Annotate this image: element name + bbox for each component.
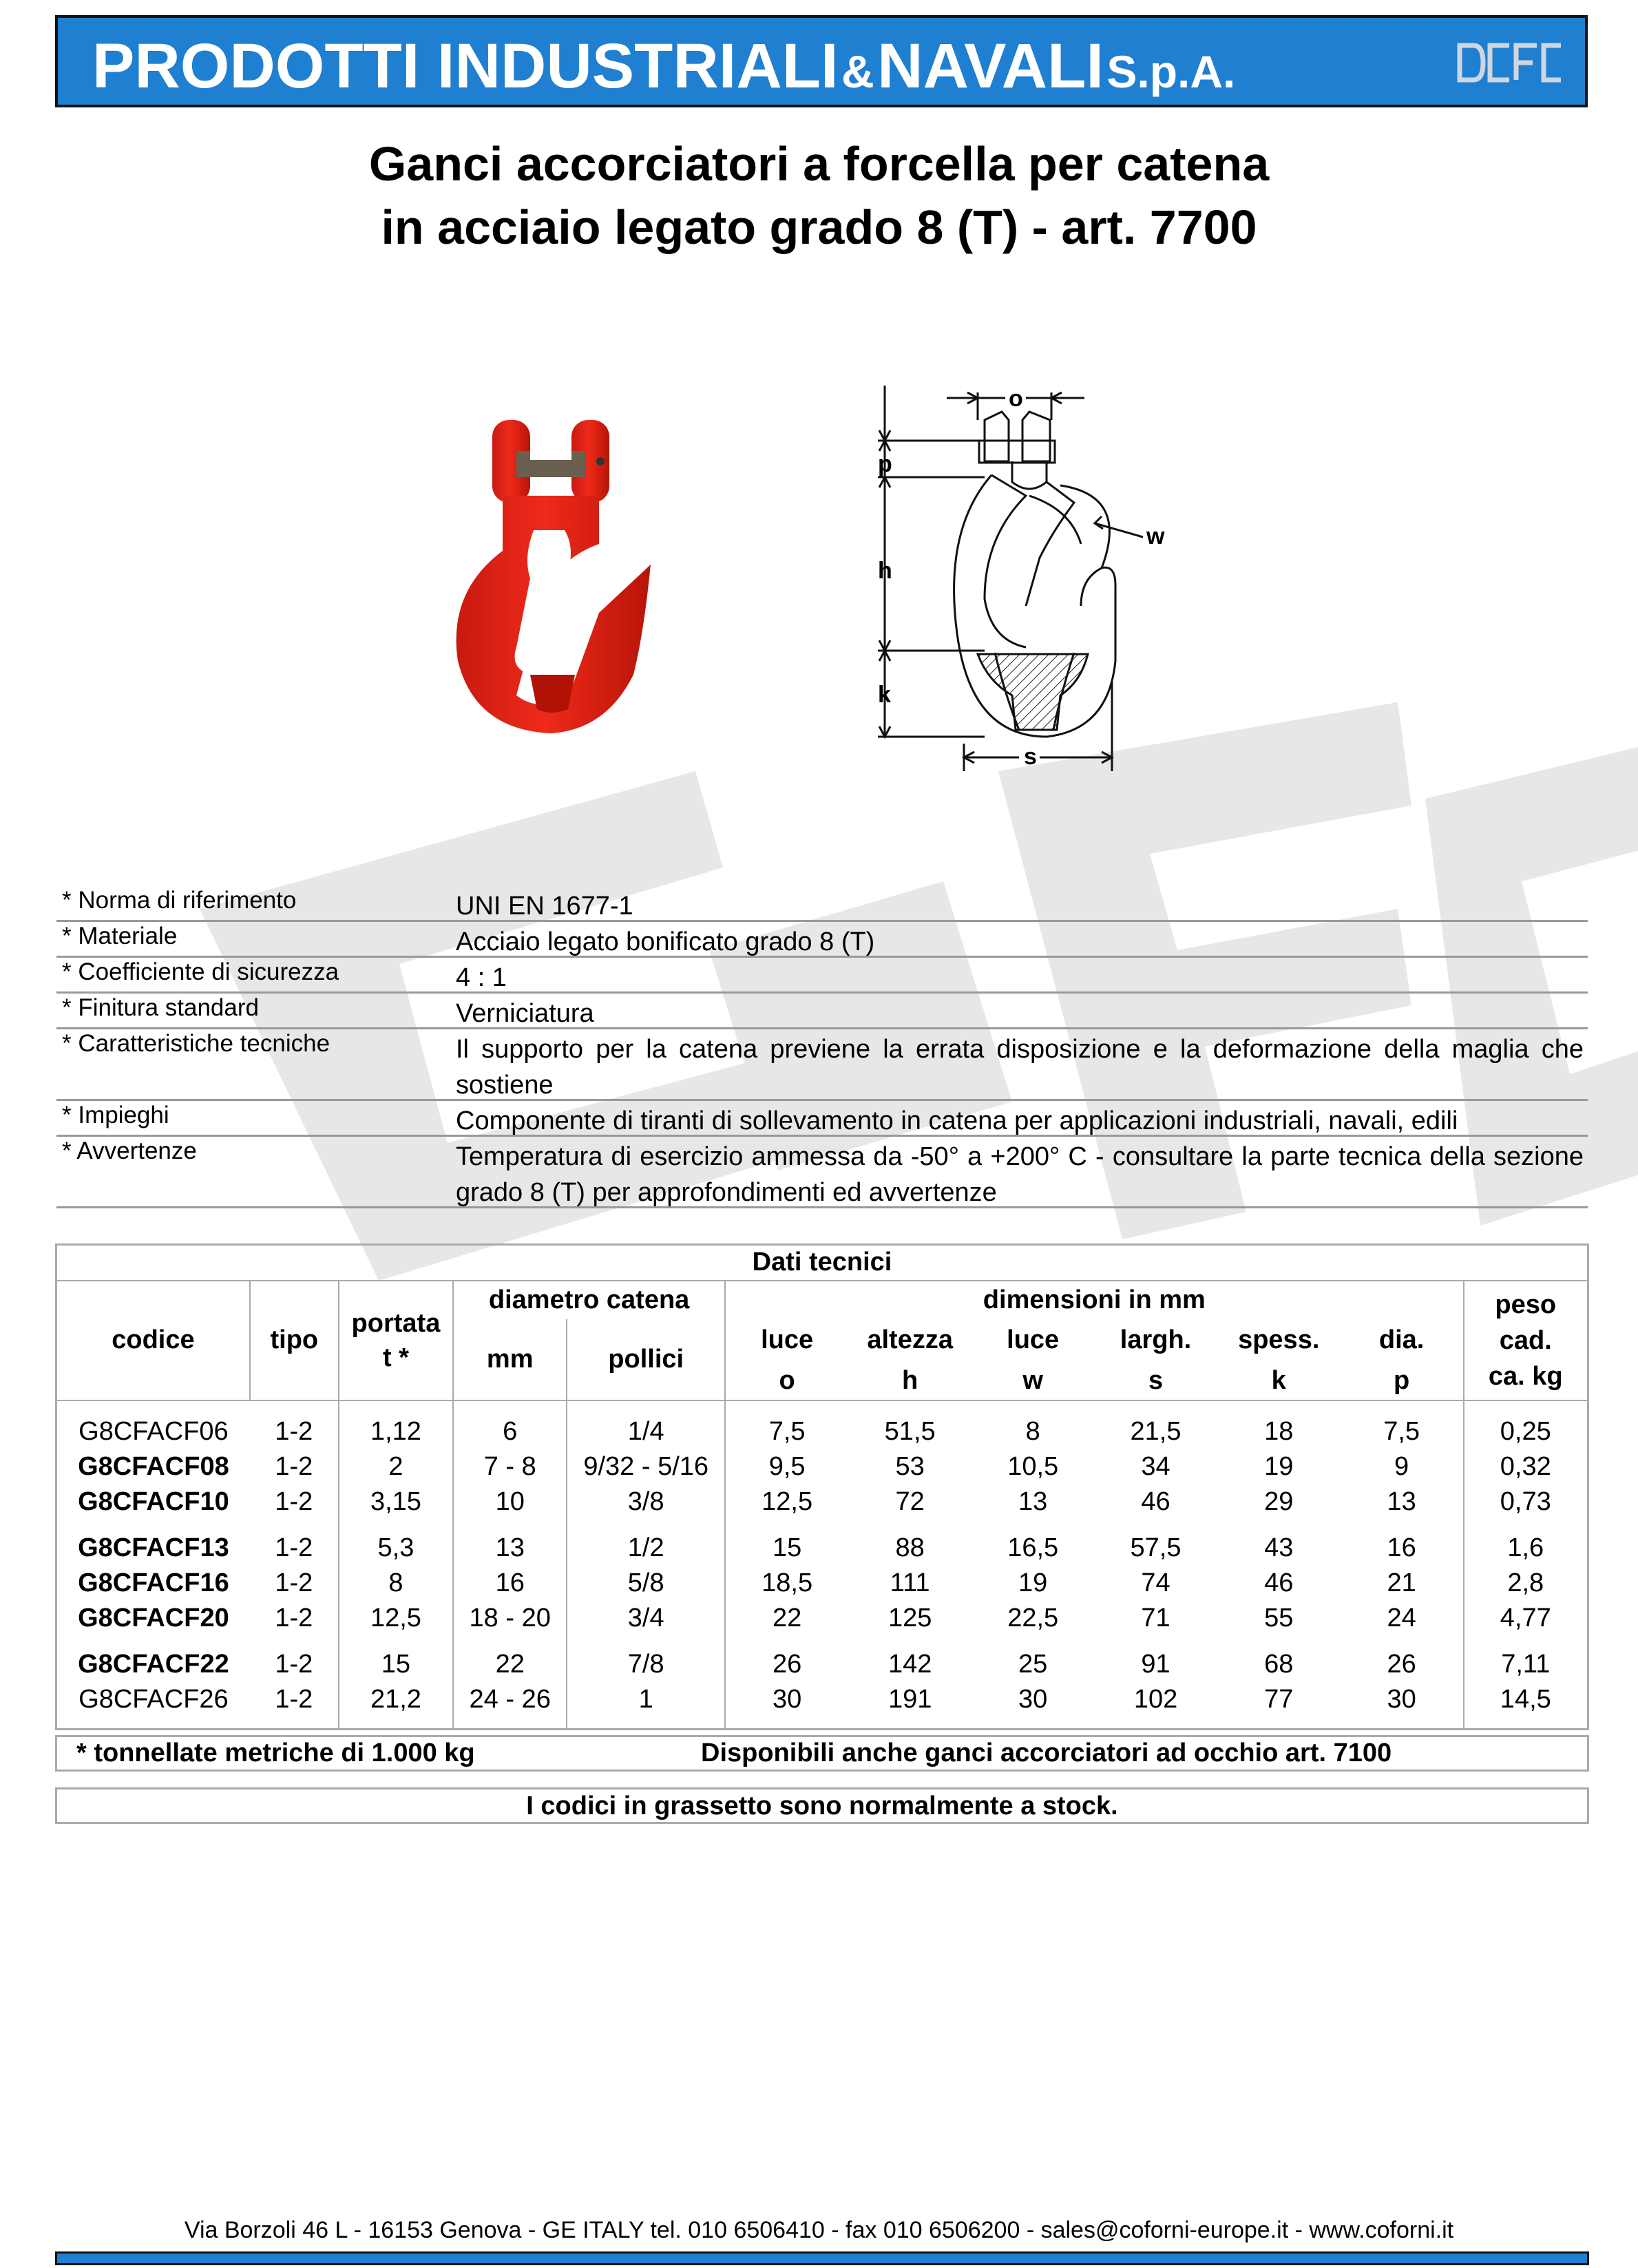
table-cell: 1-2: [250, 1449, 339, 1484]
company-name-part1: PRODOTTI INDUSTRIALI: [92, 31, 839, 101]
table-cell: G8CFACF13: [78, 1533, 229, 1562]
table-cell: 16: [453, 1566, 567, 1601]
table-cell: 3,15: [339, 1484, 453, 1520]
table-cell: 9: [1341, 1449, 1464, 1484]
table-cell: 26: [1341, 1647, 1464, 1682]
col-codice: codice: [56, 1281, 250, 1400]
table-cell: 13: [1341, 1484, 1464, 1520]
table-cell: 72: [895, 1487, 925, 1516]
table-cell: 9/32 - 5/16: [567, 1449, 725, 1484]
table-cell: 22: [453, 1647, 567, 1682]
table-cell: 13: [453, 1531, 567, 1566]
table-cell: 51,5: [884, 1416, 936, 1446]
col-dia: dia.: [1341, 1319, 1464, 1362]
table-cell: 1: [567, 1682, 725, 1717]
table-cell: 74: [1141, 1568, 1170, 1597]
label-o: o: [1009, 386, 1023, 412]
table-cell: 88: [895, 1533, 925, 1562]
table-cell: 10,5: [1007, 1451, 1059, 1481]
table-row: [56, 1682, 1588, 1717]
table-cell: 5/8: [567, 1566, 725, 1601]
table-cell: 125: [888, 1603, 932, 1632]
table-cell: 21,5: [1130, 1416, 1182, 1446]
col-peso-line1: peso: [1495, 1290, 1557, 1319]
table-cell: 24 - 26: [453, 1682, 567, 1717]
spec-row: [56, 991, 1588, 1029]
table-cell: 0,25: [1500, 1416, 1551, 1446]
dcfc-logo-icon: [1454, 37, 1564, 88]
col-spess-sym: k: [1217, 1362, 1341, 1400]
table-row: [56, 1484, 1588, 1520]
table-cell: 102: [1133, 1684, 1178, 1714]
table-cell: 1-2: [250, 1647, 339, 1682]
table-cell: 9,5: [768, 1451, 806, 1481]
spec-value: Componente di tiranti di sollevamento in catena per applicazioni industriali, navali, edili: [456, 1106, 1458, 1135]
table-cell: 1/2: [567, 1531, 725, 1566]
table-cell: 5,3: [339, 1531, 453, 1566]
table-footnote-bar: [55, 1735, 1589, 1772]
company-name: [92, 30, 1235, 103]
table-cell: 1-2: [250, 1682, 339, 1717]
table-caption: Dati tecnici: [56, 1245, 1588, 1281]
table-cell: 22,5: [1007, 1603, 1059, 1632]
table-cell: 55: [1264, 1603, 1294, 1632]
company-name-amp: &: [841, 46, 874, 97]
spec-value: Temperatura di esercizio ammessa da -50° a +200° C - consultare la parte tecnica della sezione grado 8 (T) per approfondimenti ed avvertenze: [456, 1142, 1584, 1207]
hook-product-photo: [427, 386, 661, 757]
spec-value: UNI EN 1677-1: [456, 892, 633, 921]
table-cell: G8CFACF10: [78, 1487, 229, 1516]
table-cell: 7,5: [768, 1416, 806, 1446]
col-diametro: diametro catena: [453, 1281, 725, 1319]
spec-label: * Caratteristiche tecniche: [62, 1030, 330, 1057]
table-cell: 68: [1264, 1649, 1294, 1679]
table-cell: 16,5: [1007, 1533, 1059, 1562]
table-cell: 1-2: [250, 1566, 339, 1601]
table-cell: G8CFACF08: [78, 1451, 229, 1481]
spec-row: [56, 1027, 1588, 1101]
table-row: [56, 1647, 1588, 1682]
company-suffix: S.p.A.: [1106, 46, 1236, 97]
company-name-part2: NAVALI: [877, 31, 1104, 101]
table-cell: 10: [453, 1484, 567, 1520]
table-cell: 30: [772, 1684, 802, 1714]
table-cell: G8CFACF22: [78, 1649, 229, 1679]
spec-label: * Finitura standard: [62, 994, 259, 1021]
spec-label: * Impieghi: [62, 1102, 169, 1128]
table-cell: 8: [339, 1566, 453, 1601]
col-luce-w: luce: [1007, 1325, 1060, 1354]
label-k: k: [878, 682, 891, 708]
table-cell: 1/4: [567, 1414, 725, 1449]
spec-row: [56, 1099, 1588, 1137]
table-row: [56, 1566, 1588, 1601]
spec-value: Verniciatura: [456, 999, 594, 1028]
table-cell: 191: [888, 1684, 932, 1714]
col-peso: [1464, 1281, 1588, 1400]
table-cell: 8: [1025, 1416, 1040, 1446]
table-cell: 0,73: [1500, 1487, 1551, 1516]
spec-row: [56, 956, 1588, 994]
col-peso-line2: cad.: [1499, 1325, 1552, 1355]
table-cell: 1,6: [1507, 1533, 1544, 1562]
table-cell: 57,5: [1130, 1533, 1182, 1562]
table-cell: 15: [339, 1647, 453, 1682]
table-cell: 1,12: [339, 1414, 453, 1449]
col-luce-w-sym: w: [972, 1362, 1094, 1400]
table-cell: 3/4: [567, 1601, 725, 1636]
table-cell: 30: [1341, 1682, 1464, 1717]
table-cell: G8CFACF20: [78, 1603, 229, 1632]
spec-label: * Avvertenze: [62, 1137, 197, 1164]
table-row: [56, 1531, 1588, 1566]
table-cell: 4,77: [1500, 1603, 1551, 1632]
table-cell: 2,8: [1507, 1568, 1544, 1597]
table-cell: 91: [1141, 1649, 1170, 1679]
company-header: [55, 15, 1588, 107]
label-h: h: [878, 558, 892, 584]
table-cell: G8CFACF26: [78, 1684, 229, 1714]
col-portata: [339, 1281, 453, 1400]
spec-row: [56, 1135, 1588, 1208]
table-cell: 46: [1141, 1487, 1170, 1516]
table-cell: 111: [890, 1568, 930, 1597]
footer-bar: [55, 2251, 1589, 2265]
table-cell: 13: [1018, 1487, 1048, 1516]
table-cell: 7 - 8: [453, 1449, 567, 1484]
table-cell: 26: [772, 1649, 802, 1679]
table-cell: 77: [1264, 1684, 1294, 1714]
col-tipo: tipo: [250, 1281, 339, 1400]
table-cell: 24: [1341, 1601, 1464, 1636]
col-pollici: pollici: [567, 1319, 725, 1400]
table-cell: 46: [1264, 1568, 1294, 1597]
table-cell: 2: [339, 1449, 453, 1484]
table-cell: 0,32: [1500, 1451, 1551, 1481]
col-portata-line2: t *: [382, 1343, 409, 1372]
table-cell: 142: [888, 1649, 932, 1679]
footnote-eye-hooks: Disponibili anche ganci accorciatori ad occhio art. 7100: [701, 1739, 1392, 1767]
table-cell: 22: [772, 1603, 802, 1632]
spec-value: 4 : 1: [456, 963, 507, 992]
table-cell: 1-2: [250, 1531, 339, 1566]
label-s: s: [1024, 744, 1037, 770]
stock-note: I codici in grassetto sono normalmente a stock.: [55, 1787, 1589, 1824]
table-cell: 1-2: [250, 1414, 339, 1449]
table-cell: 30: [1018, 1684, 1048, 1714]
spec-value: Acciaio legato bonificato grado 8 (T): [456, 927, 875, 956]
page-title-line2: in acciaio legato grado 8 (T) - art. 7700: [381, 200, 1257, 254]
table-cell: 19: [1264, 1451, 1294, 1481]
col-portata-line1: portata: [351, 1308, 441, 1338]
table-row: [56, 1601, 1588, 1636]
spec-row: [56, 920, 1588, 958]
table-cell: 1-2: [250, 1601, 339, 1636]
table-cell: 21,2: [339, 1682, 453, 1717]
spec-row: [56, 884, 1588, 922]
table-cell: G8CFACF06: [78, 1416, 229, 1446]
spec-label: * Materiale: [62, 923, 178, 949]
table-cell: 53: [895, 1451, 925, 1481]
table-cell: 43: [1264, 1533, 1294, 1562]
table-row: [56, 1414, 1588, 1449]
table-cell: 18: [1264, 1416, 1294, 1446]
col-luce-o-sym: o: [725, 1362, 848, 1400]
table-cell: 15: [772, 1533, 802, 1562]
label-w: w: [1146, 523, 1165, 549]
table-cell: 19: [1018, 1568, 1048, 1597]
table-cell: 12,5: [339, 1601, 453, 1636]
table-cell: 25: [1018, 1649, 1048, 1679]
label-p: p: [878, 451, 892, 477]
footnote-tonnes: * tonnellate metriche di 1.000 kg: [76, 1739, 475, 1767]
col-dimensioni: dimensioni in mm: [725, 1281, 1463, 1319]
table-cell: 18,5: [762, 1568, 813, 1597]
table-cell: 6: [453, 1414, 567, 1449]
table-cell: G8CFACF16: [78, 1568, 229, 1597]
table-cell: 18 - 20: [453, 1601, 567, 1636]
spec-value: Il supporto per la catena previene la errata disposizione e la deformazione della maglia che sostiene: [456, 1035, 1584, 1100]
table-cell: 34: [1141, 1451, 1170, 1481]
spec-label: * Coefficiente di sicurezza: [62, 958, 339, 985]
table-cell: 14,5: [1500, 1684, 1551, 1714]
col-peso-line3: ca. kg: [1488, 1361, 1563, 1391]
data-table: [55, 1243, 1589, 1730]
hook-technical-drawing: [854, 372, 1239, 785]
col-altezza: altezza: [867, 1325, 953, 1354]
table-cell: 3/8: [567, 1484, 725, 1520]
spec-label: * Norma di riferimento: [62, 887, 297, 914]
col-dia-sym: p: [1341, 1362, 1464, 1400]
table-cell: 1-2: [250, 1484, 339, 1520]
table-cell: 16: [1341, 1531, 1464, 1566]
col-largh: largh.: [1120, 1325, 1192, 1354]
col-mm: mm: [453, 1319, 567, 1400]
table-cell: 7/8: [567, 1647, 725, 1682]
col-largh-sym: s: [1094, 1362, 1217, 1400]
table-cell: 12,5: [762, 1487, 813, 1516]
table-cell: 29: [1264, 1487, 1294, 1516]
col-altezza-sym: h: [848, 1362, 972, 1400]
col-luce-o: luce: [761, 1325, 814, 1354]
table-cell: 7,5: [1341, 1414, 1464, 1449]
page-title-line1: Ganci accorciatori a forcella per catena: [368, 137, 1270, 191]
footer-address: Via Borzoli 46 L - 16153 Genova - GE ITALY tel. 010 6506410 - fax 010 6506200 - sales@coforni-europe.it - www.coforni.it: [184, 2217, 1454, 2243]
table-cell: 21: [1341, 1566, 1464, 1601]
table-cell: 7,11: [1501, 1649, 1551, 1679]
col-spess: spess.: [1238, 1325, 1320, 1354]
table-cell: 71: [1141, 1603, 1170, 1632]
table-row: [56, 1449, 1588, 1484]
